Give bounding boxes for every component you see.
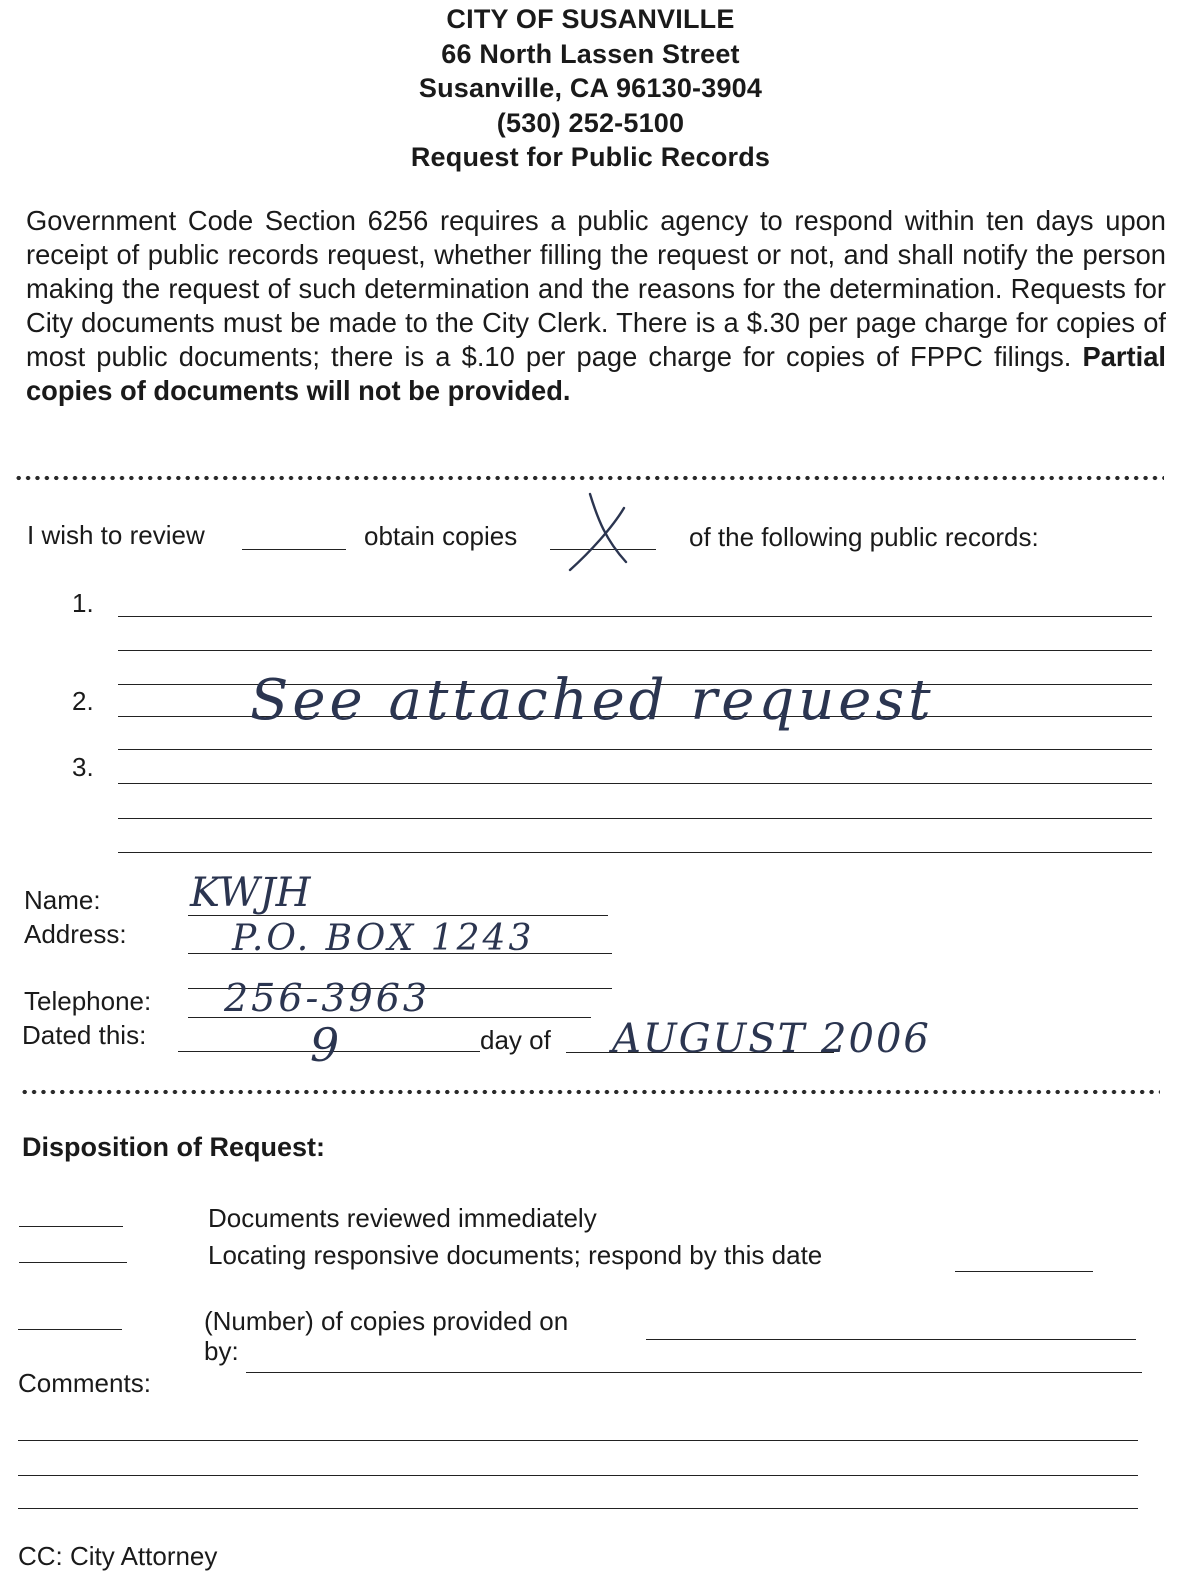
- name-label: Name:: [24, 885, 101, 915]
- review-label: I wish to review: [27, 520, 205, 550]
- reviewed-immediately: Documents reviewed immediately: [208, 1203, 597, 1233]
- locating-documents: Locating responsive documents; respond by this date: [208, 1240, 823, 1270]
- city-state-zip: Susanville, CA 96130-3904: [418, 73, 763, 103]
- copies-provided: (Number) of copies provided on: [204, 1306, 569, 1336]
- address-handwritten: P.O. BOX 1243: [232, 918, 535, 959]
- day-handwritten: 9: [310, 1018, 340, 1072]
- city-name: CITY OF SUSANVILLE: [446, 4, 735, 34]
- notice-text: Government Code Section 6256 requires a public agency to respond within ten days upon receipt of public records request, whether filling the request or not, and shall notify the person making the request of such determination and the reasons for the determination. Requests for City documents must be made to the City Clerk. There is a $.30 per page charge for copies of most public documents; there is a $.10 per page charge for copies of FPPC filings.: [26, 205, 1166, 372]
- telephone-label: Telephone:: [24, 986, 152, 1016]
- item-number-1: 1.: [72, 588, 94, 618]
- records-suffix: of the following public records:: [689, 522, 1039, 552]
- name-handwritten: KWJH: [190, 870, 311, 916]
- item-number-2: 2.: [72, 686, 94, 716]
- dated-label: Dated this:: [22, 1020, 147, 1050]
- form-title: Request for Public Records: [410, 142, 771, 172]
- item2-handwritten: See attached request: [250, 668, 935, 733]
- cc-city-attorney: CC: City Attorney: [18, 1541, 218, 1571]
- copies-checkmark-stroke-a: [590, 494, 626, 562]
- day-of-label: day of: [480, 1025, 551, 1055]
- item-number-3: 3.: [72, 752, 94, 782]
- notice-bold-text: Partial copies of documents will not be provided.: [26, 341, 1166, 406]
- address-label: Address:: [24, 919, 127, 949]
- disposition-title: Disposition of Request:: [22, 1132, 325, 1162]
- phone-number: (530) 252-5100: [496, 107, 685, 138]
- telephone-handwritten: 256-3963: [224, 976, 431, 1020]
- month-year-handwritten: AUGUST 2006: [612, 1016, 931, 1062]
- copies-label: obtain copies: [364, 521, 518, 551]
- comments-label: Comments:: [18, 1368, 151, 1398]
- by-label: by:: [204, 1336, 239, 1366]
- street-address: 66 North Lassen Street: [441, 38, 740, 69]
